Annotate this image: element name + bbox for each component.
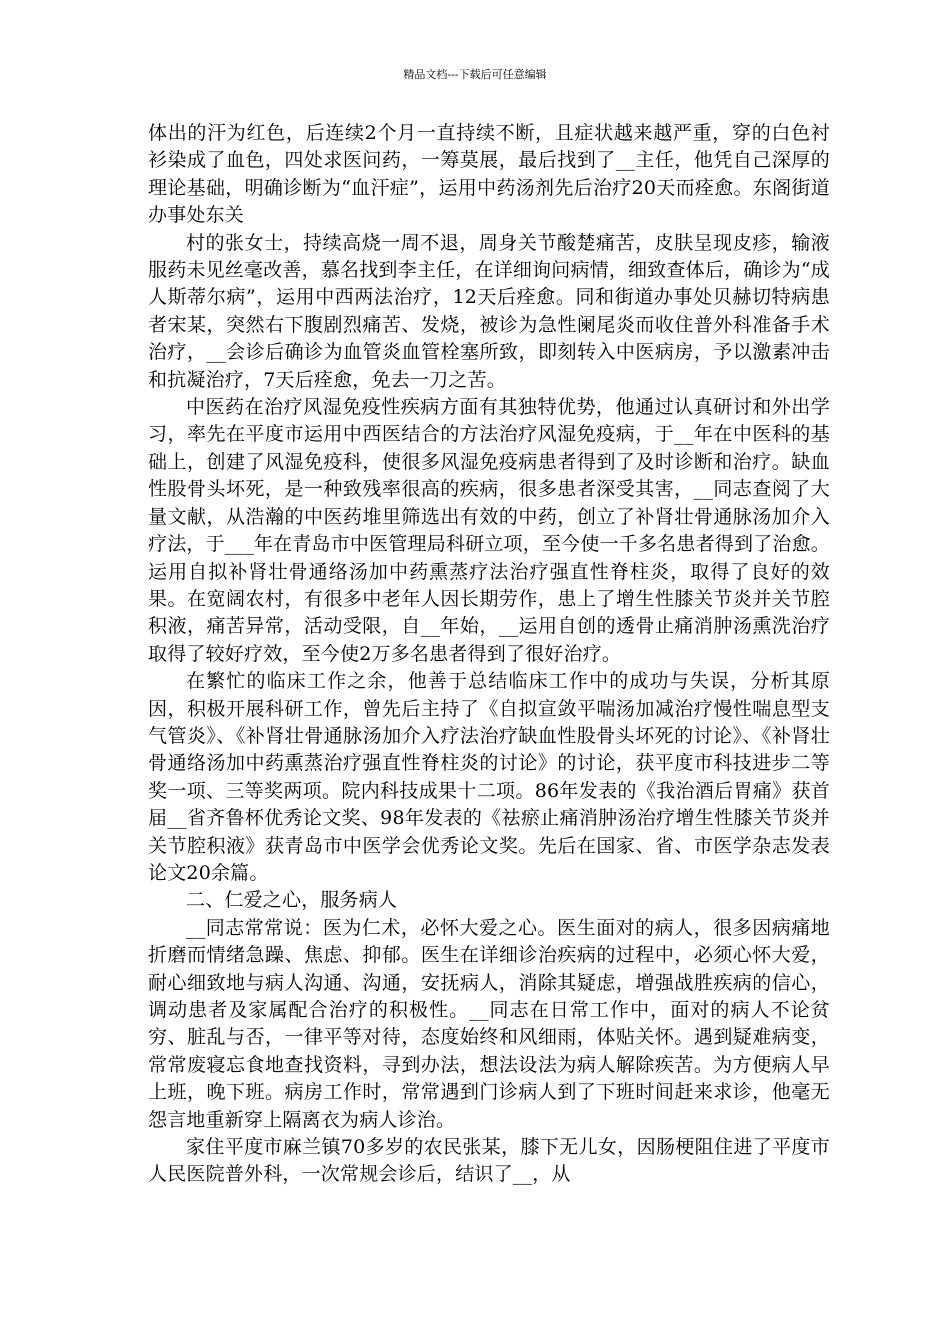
paragraph-5: __同志常常说：医为仁术，必怀大爱之心。医生面对的病人，很多因病痛地折磨而情绪急躁、焦虑、抑郁。医生在详细诊治疾病的过程中，必须心怀大爱，耐心细致地与病人沟通、沟通，安抚病人，消除其疑虑，增强战胜疾病的信心，调动患者及家属配合治疗的积极性。__同志在日常工作中，面对的病人不论贫穷、脏乱与否，一律平等对待，态度始终和风细雨，体贴关怀。遇到疑难病变，常常废寝忘食地查找资料，寻到办法，想法设法为病人解除疾苦。为方便病人早上班，晚下班。病房工作时，常常遇到门诊病人到了下班时间赶来求诊，他毫无怨言地重新穿上隔离衣为病人诊治。 [148,916,830,1131]
paragraph-3: 中医药在治疗风湿免疫性疾病方面有其独特优势，他通过认真研讨和外出学习，率先在平度市运用中西医结合的方法治疗风湿免疫病，于__年在中医科的基础上，创建了风湿免疫科，使很多风湿免疫病患者得到了及时诊断和治疗。缺血性股骨头坏死，是一种致残率很高的疾病，很多患者深受其害，__同志查阅了大量文献，从浩瀚的中医药堆里筛选出有效的中药，创立了补肾壮骨通脉汤加介入疗法，于___年在青岛市中医管理局科研立项，至今使一千多名患者得到了治愈。运用自拟补肾壮骨通络汤加中药熏蒸疗法治疗强直性脊柱炎，取得了良好的效果。在宽阔农村，有很多中老年人因长期劳作，患上了增生性膝关节炎并关节腔积液，痛苦异常，活动受限，自__年始，__运用自创的透骨止痛消肿汤熏洗治疗取得了较好疗效，至今使2万多名患者得到了很好治疗。 [148,396,830,665]
paragraph-1: 体出的汗为红色，后连续2个月一直持续不断，且症状越来越严重，穿的白色衬衫染成了血色，四处求医问药，一筹莫展，最后找到了__主任，他凭自己深厚的理论基础，明确诊断为“血汗症”，运用中药汤剂先后治疗20天而痊愈。东阁街道办事处东关 [148,122,830,227]
paragraph-6: 家住平度市麻兰镇70多岁的农民张某，膝下无儿女，因肠梗阻住进了平度市人民医院普外科，一次常规会诊后，结识了__，从 [148,1136,830,1186]
page-header: 精品文档---下载后可任意编辑 [403,68,547,81]
document-body [148,120,830,1189]
paragraph-4: 在繁忙的临床工作之余，他善于总结临床工作中的成功与失误，分析其原因，积极开展科研工作，曾先后主持了《自拟宣敛平喘汤加减治疗慢性喘息型支气管炎》、《补肾壮骨通脉汤加介入疗法治疗缺血性股骨头坏死的讨论》、《补肾壮骨通络汤加中药熏蒸治疗强直性脊柱炎的讨论》的讨论，获平度市科技进步二等奖一项、三等奖两项。院内科技成果十二项。86年发表的《我治酒后胃痛》获首届__省齐鲁杯优秀论文奖、98年发表的《祛瘀止痛消肿汤治疗增生性膝关节炎并关节腔积液》获青岛市中医学会优秀论文奖。先后在国家、省、市医学杂志发表论文20余篇。 [148,670,830,884]
paragraph-2: 村的张女士，持续高烧一周不退，周身关节酸楚痛苦，皮肤呈现皮疹，输液服药未见丝毫改善，慕名找到李主任，在详细询问病情，细致查体后，确诊为“成人斯蒂尔病”，运用中西两法治疗，12天后痊愈。同和街道办事处贝赫切特病患者宋某，突然右下腹剧烈痛苦、发烧，被诊为急性阑尾炎而收住普外科准备手术治疗，__会诊后确诊为血管炎血管栓塞所致，即刻转入中医病房，予以激素冲击和抗凝治疗，7天后痊愈，免去一刀之苦。 [148,231,830,391]
section-heading: 二、仁爱之心，服务病人 [186,889,398,912]
